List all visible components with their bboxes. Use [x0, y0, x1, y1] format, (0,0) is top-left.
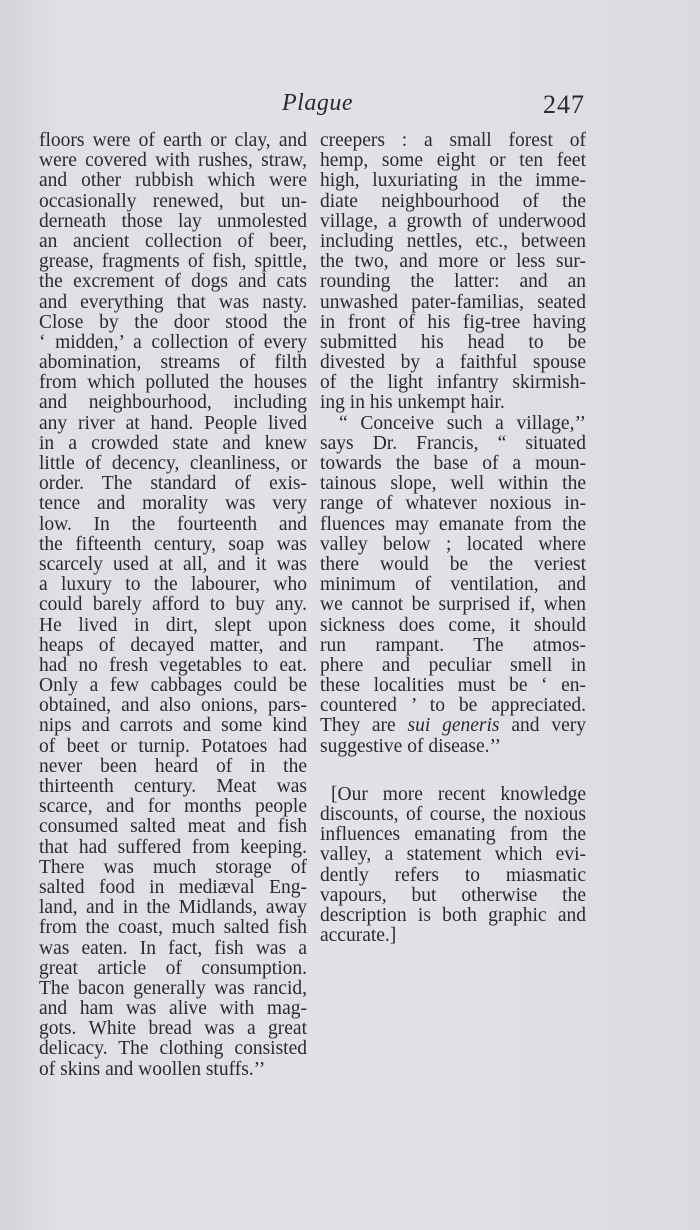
text-line: occasionally renewed, but un-: [39, 190, 307, 212]
text-line: The bacon generally was rancid,: [39, 977, 307, 999]
text-line: vapours, but otherwise the: [320, 884, 586, 906]
text-line: land, and in the Midlands, away: [39, 897, 307, 919]
text-line: submitted his head to be: [320, 331, 586, 353]
text-line: sickness does come, it should: [320, 614, 586, 636]
text-line: thirteenth century. Meat was: [39, 776, 307, 797]
text-line: ‘ midden,’ a collection of every: [39, 331, 307, 353]
text-line: was eaten. In fact, fish was a: [39, 937, 307, 959]
text-line: tainous slope, well within the: [320, 473, 586, 495]
text-line: unwashed pater-familias, seated: [320, 291, 586, 313]
text-line: fluences may emanate from the: [320, 513, 586, 535]
text-line: valley below ; located where: [320, 533, 586, 555]
text-line: consumed salted meat and fish: [39, 816, 307, 838]
text-line: [Our more recent knowledge: [331, 783, 586, 805]
text-line: the excrement of dogs and cats: [39, 271, 307, 293]
text-line: nips and carrots and some kind: [39, 715, 307, 737]
text-line: heaps of decayed matter, and: [39, 634, 307, 656]
text-line: hemp, some eight or ten feet: [320, 150, 586, 172]
text-line: were covered with rushes, straw,: [39, 150, 307, 172]
paragraph-dr-francis-quote: [320, 414, 586, 757]
text-line: range of whatever noxious in-: [320, 493, 586, 515]
text-line: delicacy. The clothing consisted: [39, 1038, 307, 1060]
text-line: He lived in dirt, slept upon: [39, 614, 307, 636]
text-line: could barely afford to buy any.: [39, 594, 307, 616]
left-column: [39, 131, 307, 1080]
text-line: There was much storage of: [39, 856, 307, 878]
text-line: creepers : a small forest of: [320, 130, 586, 151]
text-line: in a crowded state and knew: [39, 432, 307, 454]
paragraph-gap: [320, 757, 586, 785]
text-line: influences emanating from the: [320, 824, 586, 846]
text-line: these localities must be ‘ en-: [320, 675, 586, 697]
text-line: run rampant. The atmos-: [320, 634, 586, 656]
text-line: abomination, streams of filth: [39, 352, 307, 374]
text-line: rounding the latter: and an: [320, 271, 586, 293]
text-line: obtained, and also onions, pars-: [39, 695, 307, 717]
page-number: 247: [543, 90, 585, 119]
running-head: [0, 88, 700, 128]
right-column: [320, 131, 586, 946]
text-line: the fifteenth century, soap was: [39, 533, 307, 555]
text-line: scarce, and for months people: [39, 796, 307, 818]
text-line: great article of consumption.: [39, 957, 307, 979]
text-line: salted food in mediæval Eng-: [39, 876, 307, 898]
text-line: from the coast, much salted fish: [39, 917, 307, 939]
text-line: any river at hand. People lived: [39, 412, 307, 434]
text-line: grease, fragments of fish, spittle,: [39, 251, 307, 273]
text-line: of the light infantry skirmish-: [320, 372, 586, 394]
text-line: of beet or turnip. Potatoes had: [39, 735, 307, 757]
text-line: Close by the door stood the: [39, 311, 307, 333]
text-line: derneath those lay unmolested: [39, 210, 307, 232]
text-line: minimum of ventilation, and: [320, 574, 586, 596]
text-line: valley, a statement which evi-: [320, 844, 586, 866]
text-line: of skins and woollen stuffs.’’: [39, 1058, 266, 1080]
text-line: They are sui generis and very: [320, 715, 586, 737]
text-line: we cannot be surprised if, when: [320, 594, 586, 616]
text-line: that had suffered from keeping.: [39, 836, 307, 858]
text-line: and neighbourhood, including: [39, 392, 307, 414]
text-line: and ham was alive with mag-: [39, 998, 307, 1020]
text-line: phere and peculiar smell in: [320, 654, 586, 676]
text-line: diate neighbourhood of the: [320, 190, 586, 212]
text-line: the two, and more or less sur-: [320, 251, 586, 273]
text-line: tence and morality was very: [39, 493, 307, 515]
text-line: floors were of earth or clay, and: [39, 130, 307, 151]
text-line: a luxury to the labourer, who: [39, 574, 307, 596]
text-line: including nettles, etc., between: [320, 230, 586, 252]
text-line: countered ’ to be appreciated.: [320, 695, 586, 717]
text-line: high, luxuriating in the imme-: [320, 170, 586, 192]
text-line: in front of his fig-tree having: [320, 311, 586, 333]
text-line: low. In the fourteenth and: [39, 513, 307, 535]
text-line: had no fresh vegetables to eat.: [39, 654, 307, 676]
text-line: ing in his unkempt hair.: [320, 392, 505, 414]
text-line: gots. White bread was a great: [39, 1018, 307, 1040]
text-line: and everything that was nasty.: [39, 291, 307, 313]
text-line: scarcely used at all, and it was: [39, 553, 307, 575]
text-line: description is both graphic and: [320, 904, 586, 926]
text-line: divested by a faithful spouse: [320, 352, 586, 374]
text-line: little of decency, cleanliness, or: [39, 453, 307, 474]
text-line: never been heard of in the: [39, 755, 307, 777]
text-line: Only a few cabbages could be: [39, 675, 307, 697]
text-line: there would be the veriest: [320, 553, 586, 575]
text-line: towards the base of a moun-: [320, 453, 586, 474]
text-line: an ancient collection of beer,: [39, 230, 307, 252]
text-line: from which polluted the houses: [39, 372, 307, 394]
text-line: order. The standard of exis-: [39, 473, 307, 495]
italic-phrase: sui generis: [407, 715, 500, 737]
text-line: discounts, of course, the noxious: [320, 804, 586, 825]
text-line: village, a growth of underwood: [320, 210, 586, 232]
bracketed-note: [320, 785, 586, 947]
text-line: “ Conceive such a village,’’: [339, 412, 586, 434]
text-line: dently refers to miasmatic: [320, 864, 586, 886]
text-line: accurate.]: [320, 925, 397, 947]
paragraph-hemp-village: [320, 131, 586, 414]
running-title: Plague: [282, 90, 353, 116]
text-line: suggestive of disease.’’: [320, 735, 502, 757]
text-line: says Dr. Francis, “ situated: [320, 432, 586, 454]
text-line: and other rubbish which were: [39, 170, 307, 192]
